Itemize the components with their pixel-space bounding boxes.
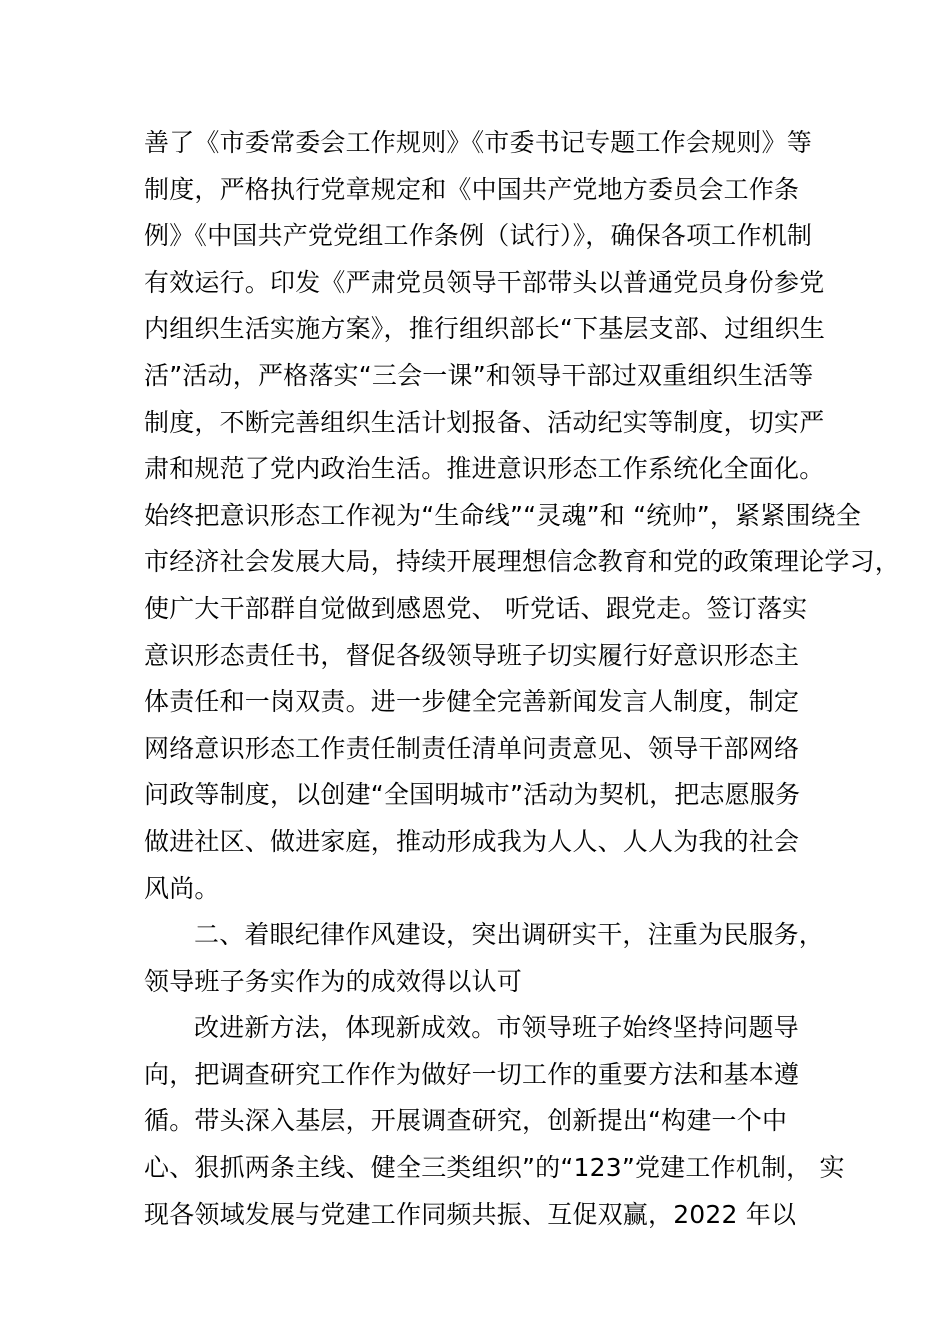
paragraph-party-life-ideology <box>144 120 901 912</box>
text-line: 改进新方法，体现新成效。市领导班子始终坚持问题导 <box>194 1013 799 1043</box>
text-line: 制度，不断完善组织生活计划报备、活动纪实等制度，切实严 <box>144 407 825 437</box>
text-line: 心、狠抓两条主线、健全三类组织”的“123”党建工作机制， 实 <box>144 1153 845 1183</box>
text-line: 向，把调查研究工作作为做好一切工作的重要方法和基本遵 <box>144 1059 800 1089</box>
heading-line: 领导班子务实作为的成效得以认可 <box>144 966 523 996</box>
text-line: 风尚。 <box>144 873 220 903</box>
text-line: 现各领域发展与党建工作同频共振、互促双赢，2022 年以 <box>144 1199 797 1229</box>
text-line: 网络意识形态工作责任制责任清单问责意见、领导干部网络 <box>144 733 800 763</box>
text-line: 有效运行。印发《严肃党员领导干部带头以普通党员身份参党 <box>144 267 825 297</box>
text-line: 问政等制度，以创建“全国明城市”活动为契机，把志愿服务 <box>144 780 801 810</box>
paragraph-new-methods <box>144 1005 844 1238</box>
text-line: 市经济社会发展大局，持续开展理想信念教育和党的政策理论学习， <box>144 547 901 577</box>
document-body <box>144 120 901 1238</box>
text-line: 活”活动，严格落实“三会一课”和领导干部过双重组织生活等 <box>144 360 814 390</box>
text-line: 始终把意识形态工作视为“生命线”“灵魂”和 “统帅”，紧紧围绕全 <box>144 500 862 530</box>
section-heading-discipline-style <box>144 912 844 1005</box>
text-line: 使广大干部群自觉做到感恩党、 听党话、跟党走。签订落实 <box>144 593 808 623</box>
text-line: 肃和规范了党内政治生活。推进意识形态工作系统化全面化。 <box>144 454 825 484</box>
text-line: 体责任和一岗双责。进一步健全完善新闻发言人制度，制定 <box>144 687 800 717</box>
text-line: 例》《中国共产党党组工作条例（试行）》，确保各项工作机制 <box>144 221 813 251</box>
text-line: 制度，严格执行党章规定和《中国共产党地方委员会工作条 <box>144 174 800 204</box>
text-line: 意识形态责任书，督促各级领导班子切实履行好意识形态主 <box>144 640 800 670</box>
text-line: 善了《市委常委会工作规则》《市委书记专题工作会规则》等 <box>144 128 812 157</box>
text-line: 做进社区、做进家庭，推动形成我为人人、人人为我的社会 <box>144 826 800 856</box>
text-line: 内组织生活实施方案》，推行组织部长“下基层支部、过组织生 <box>144 314 826 344</box>
heading-line: 二、着眼纪律作风建设，突出调研实干，注重为民服务， <box>194 920 825 950</box>
text-line: 循。带头深入基层，开展调查研究，创新提出“构建一个中 <box>144 1106 788 1136</box>
